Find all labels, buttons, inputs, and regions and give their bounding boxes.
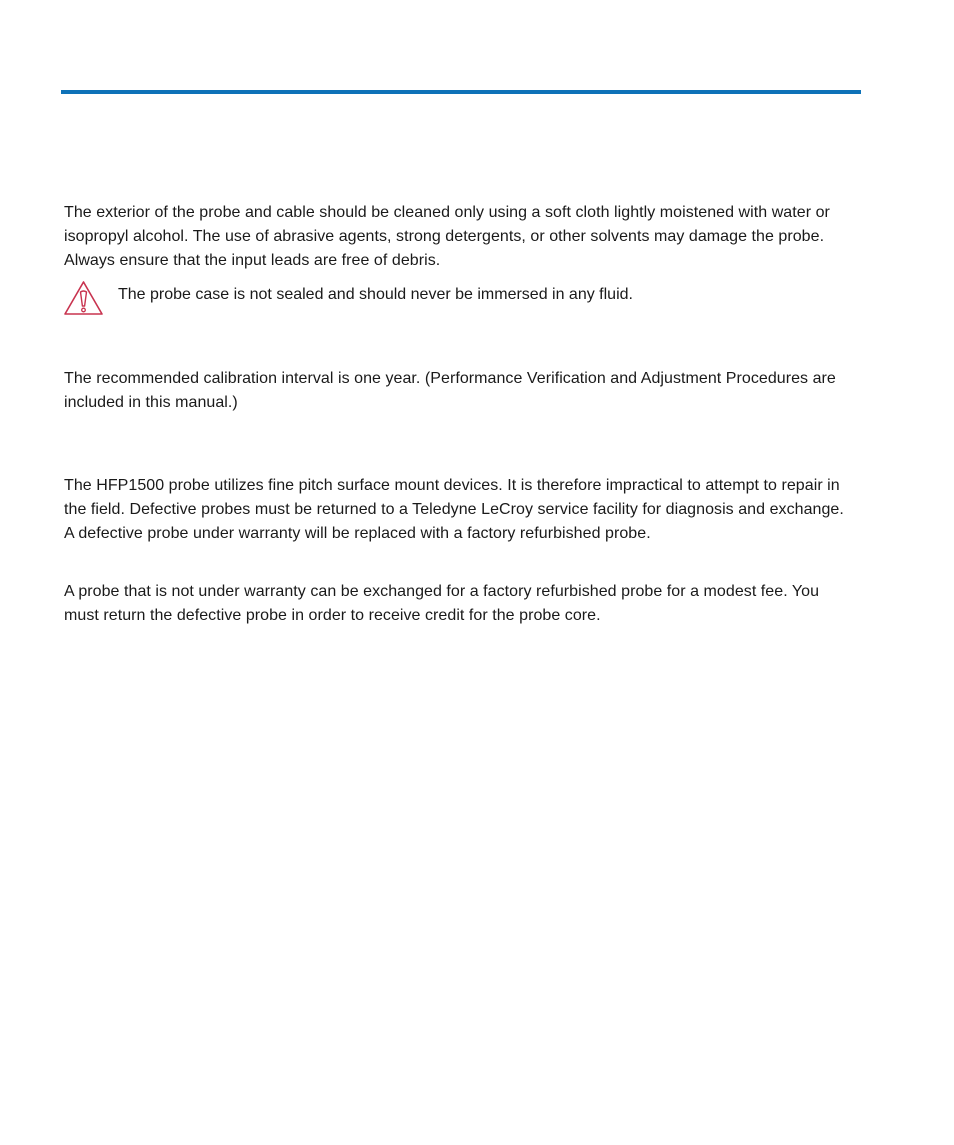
service-paragraph-1: The HFP1500 probe utilizes fine pitch surface mount devices. It is therefore impractical to attempt to repair in the field. Defective probes must be returned to a Teledyne LeCroy service facility for diagnosis and exchange. A defective probe under warranty will be replaced with a factory refurbished probe.	[64, 477, 844, 542]
cleaning-paragraph: The exterior of the probe and cable should be cleaned only using a soft cloth lightly moistened with water or isopropyl alcohol. The use of abrasive agents, strong detergents, or other solvents may damage the probe. Always ensure that the input leads are free of debris.	[64, 204, 830, 269]
warning-note	[63, 280, 853, 320]
service-paragraph-2: A probe that is not under warranty can be exchanged for a factory refurbished probe for a modest fee. You must return the defective probe in order to receive credit for the probe core.	[64, 583, 820, 624]
header-rule	[61, 90, 861, 94]
caution-triangle-icon	[63, 280, 104, 316]
warning-text: The probe case is not sealed and should never be immersed in any fluid.	[118, 286, 633, 303]
calibration-paragraph: The recommended calibration interval is one year. (Performance Verification and Adjustment Procedures are included in this manual.)	[64, 370, 836, 411]
